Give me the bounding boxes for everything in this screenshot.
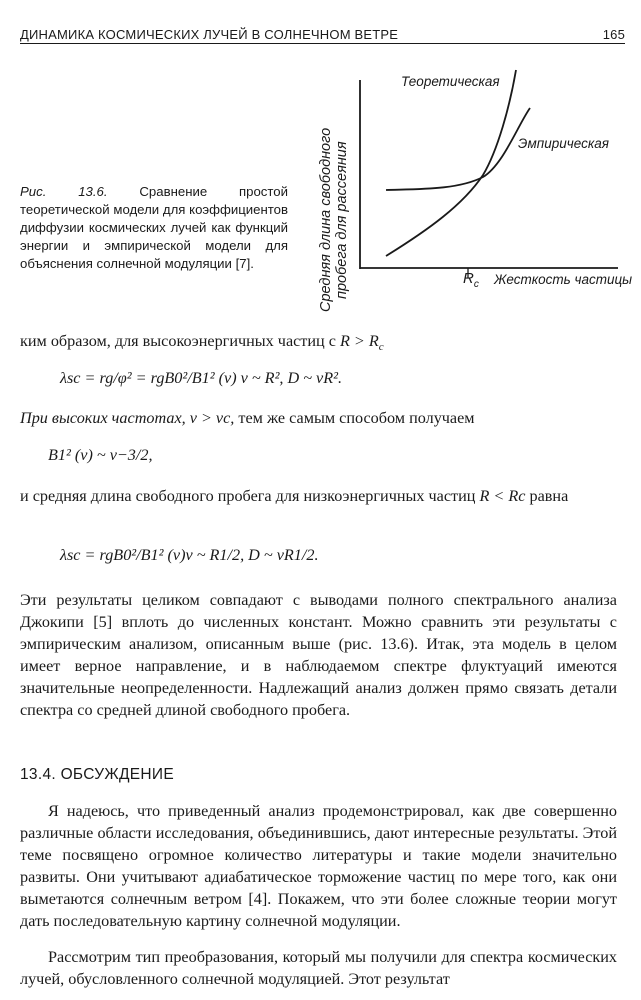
figure-caption-text: Сравнение простой теоретической модели для коэффициентов диффузии космических лучей как функций энергии и эмпирической модели для объяснения солнечной модуляции [7]. bbox=[20, 184, 288, 271]
figure-caption bbox=[20, 183, 288, 273]
figure-caption-label: Рис. 13.6. bbox=[20, 184, 108, 199]
paragraph-2-italic: При высоких частотах, bbox=[20, 409, 186, 427]
header-rule bbox=[20, 43, 625, 44]
curve-theoretical-label: Теоретическая bbox=[401, 74, 500, 89]
paragraph-1-condition bbox=[340, 332, 384, 354]
curve-empirical bbox=[386, 108, 530, 190]
figure-13-6 bbox=[318, 60, 633, 313]
section-heading: 13.4. ОБСУЖДЕНИЕ bbox=[20, 766, 174, 783]
paragraph-3-condition: R < Rc bbox=[479, 487, 526, 505]
paragraph-3 bbox=[20, 485, 617, 507]
condition-r-sub: c bbox=[378, 341, 384, 354]
y-axis-label-line1: Средняя длина свободного bbox=[318, 127, 334, 313]
paragraph-1 bbox=[20, 330, 617, 358]
figure-plot bbox=[318, 60, 628, 300]
x-marker-subscript: c bbox=[473, 279, 479, 290]
y-axis-label bbox=[318, 110, 358, 330]
paragraph-1-text: ким образом, для высокоэнергичных частиц с bbox=[20, 332, 336, 350]
formula-1: λsc = rg/φ² = rgB0²/B1² (ν) ν ~ R², D ~ νR². bbox=[60, 369, 343, 387]
paragraph-3-end: равна bbox=[529, 487, 569, 505]
condition-r: R > R bbox=[340, 332, 379, 350]
paragraph-5: Я надеюсь, что приведенный анализ продемонстрировал, как две совершенно различные области исследования, объединившись, дают интересные результаты. Этой теме посвящено огромное количество литературы и такие модели значительно развиты. Они учитывают адиабатическое торможение частиц по мере того, как они выметаются солнечным ветром [4]. Покажем, что эти более сложные теории могут дать последовательную картину солнечной модуляции. bbox=[20, 802, 617, 930]
curve-empirical-label: Эмпирическая bbox=[518, 136, 609, 151]
x-marker-rc bbox=[463, 270, 479, 290]
formula-2: B1² (ν) ~ ν−3/2, bbox=[48, 446, 153, 464]
formula-3: λsc = rgB0²/B1² (ν)ν ~ R1/2, D ~ νR1/2. bbox=[60, 546, 319, 564]
paragraph-4: Эти результаты целиком совпадают с выводами полного спектрального анализа Джокипи [5] вплоть до численных констант. Можно сравнить эти результаты с эмпирическим анализом, описанным выше (рис. 13.6). Итак, эта модель в целом имеет верное направление, и в наблюдаемом спектре флуктуаций имеются значительные неопределенности. Надлежащий анализ должен прямо связать детали спектра со средней длиной свободного пробега. bbox=[20, 591, 617, 719]
x-marker-symbol: R bbox=[463, 270, 474, 287]
paragraph-3-text: и средняя длина свободного пробега для низкоэнергичных частиц bbox=[20, 487, 476, 505]
paragraph-2-condition: ν > νc, bbox=[189, 409, 235, 427]
paragraph-6: Рассмотрим тип преобразования, который мы получили для спектра космических лучей, обусловленного солнечной модуляцией. Этот результат bbox=[20, 948, 617, 988]
paragraph-2-text: тем же самым способом получаем bbox=[238, 409, 475, 427]
y-axis-label-line2: пробега для рассеяния bbox=[334, 141, 350, 299]
x-axis-label: Жесткость частицы bbox=[494, 272, 633, 287]
page-number: 165 bbox=[602, 27, 625, 42]
running-header bbox=[20, 22, 625, 42]
running-header-title: ДИНАМИКА КОСМИЧЕСКИХ ЛУЧЕЙ В СОЛНЕЧНОМ ВЕТРЕ bbox=[20, 27, 399, 42]
paragraph-2 bbox=[20, 407, 617, 429]
